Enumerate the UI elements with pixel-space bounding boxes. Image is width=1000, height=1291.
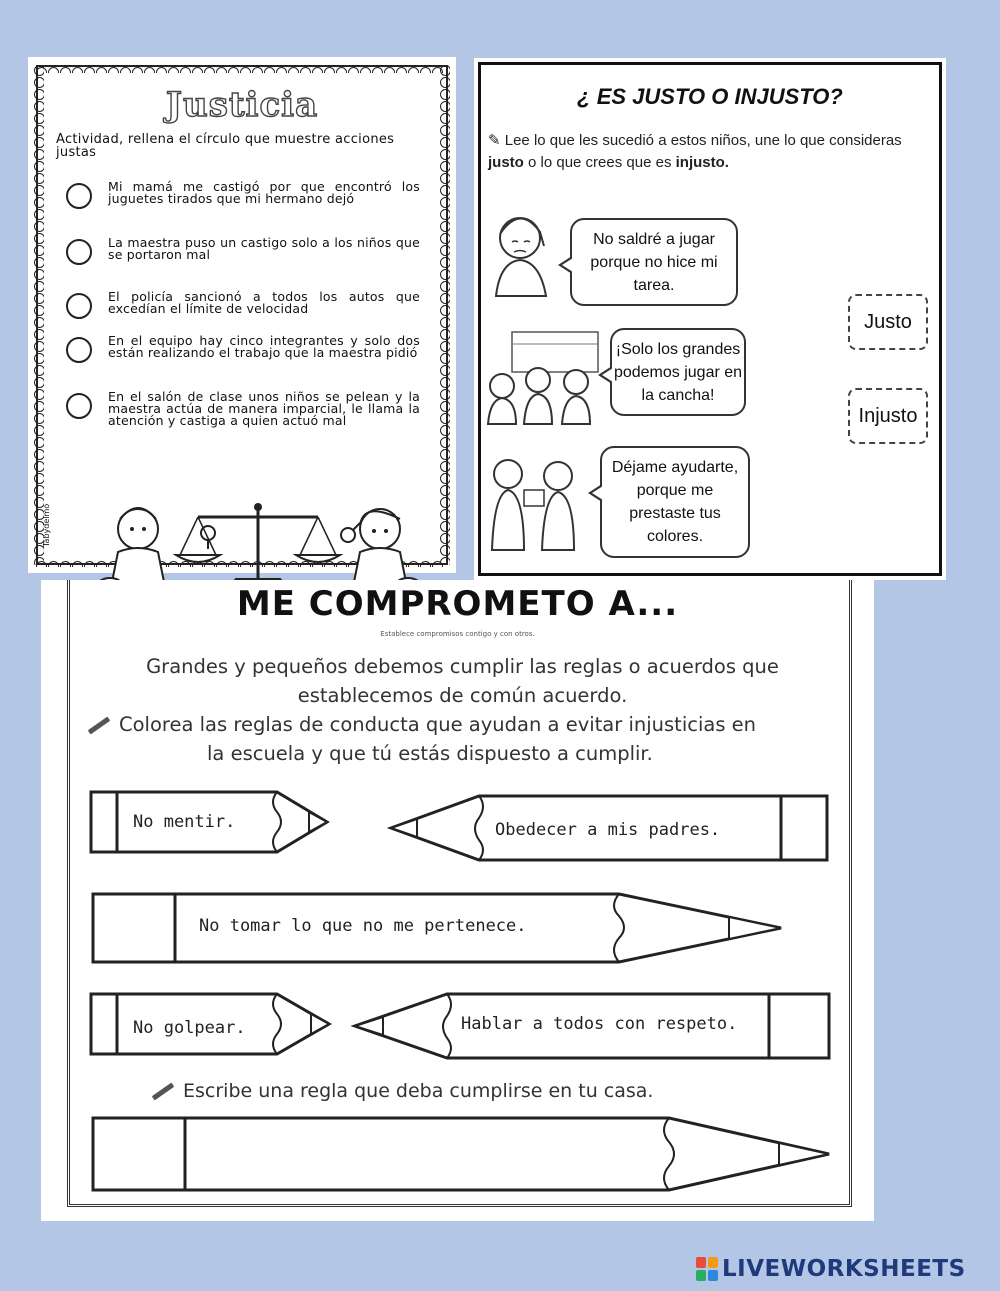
activity-instruction: Actividad, rellena el círculo que muestre acciones justas [56,132,395,160]
rule-label: Obedecer a mis padres. [495,820,721,840]
pencil-icon [152,1083,175,1101]
worksheet-title: ME COMPROMETO A... [236,584,679,624]
write-instruction-text: Escribe una regla que deba cumplirse en tu casa. [183,1080,654,1102]
write-rule-pencil[interactable] [89,1114,833,1194]
logo-square [708,1270,718,1281]
activity-instruction [87,710,844,768]
children-sharing-illustration [484,450,584,554]
pencil-icon [88,717,111,735]
speech-bubble: Déjame ayudarte, porque me prestaste tus colores. [600,446,750,558]
sad-girl-illustration [486,208,558,298]
instruction-text: o lo que crees que es [528,154,672,171]
keyword-justo: justo [488,154,524,171]
speech-bubble: No saldré a jugar porque no hice mi tarea. [570,218,738,306]
author-credit: Tabydelmo [42,503,51,547]
logo-square [708,1257,718,1268]
rule-label: Hablar a todos con respeto. [461,1014,738,1034]
rule-pencil-4[interactable] [87,990,333,1058]
option-4 [66,335,446,363]
logo-mark-icon [696,1257,718,1281]
keyword-injusto: injusto. [675,154,729,171]
pencil-shape [89,1114,833,1194]
option-1 [66,181,446,209]
rule-pencil-1[interactable] [87,788,332,856]
answer-circle[interactable] [66,337,92,363]
rule-pencil-3[interactable] [89,890,785,966]
rule-label: No golpear. [133,1018,246,1038]
logo-square [696,1257,706,1268]
justo-injusto-worksheet [474,58,946,580]
option-text: El policía sancionó a todos los autos que excedían el límite de velocidad [108,289,420,316]
worksheet-subtitle: Establece compromisos contigo y con otros. [380,630,535,638]
option-2 [66,237,446,265]
option-3 [66,291,446,319]
justicia-worksheet [28,57,456,573]
worksheet-title: ¿ ES JUSTO O INJUSTO? [577,84,843,109]
answer-circle[interactable] [66,393,92,419]
rule-pencil-2[interactable] [387,792,831,864]
answer-circle[interactable] [66,239,92,265]
answer-justo[interactable]: Justo [848,294,928,350]
option-text: En el equipo hay cinco integrantes y solo dos están realizando el trabajo que la maestra pidió [108,333,420,360]
rule-pencil-5[interactable] [351,990,833,1062]
pencil-icon: ✎ [488,132,501,149]
rule-label: No mentir. [133,812,236,832]
instruction-text: Lee lo que les sucedió a estos niños, une lo que consideras [504,132,902,149]
me-comprometo-worksheet [41,580,874,1221]
option-text: Mi mamá me castigó por que encontró los juguetes tirados que mi hermano dejó [108,179,420,206]
option-text: En el salón de clase unos niños se pelean y la maestra actúa de manera imparcial, le llama la atención y castiga a quien actuó mal [108,389,420,428]
activity-instruction [488,130,928,174]
instruction-line: la escuela y que tú estás dispuesto a cumplir. [207,742,653,765]
intro-text: Grandes y pequeños debemos cumplir las reglas o acuerdos que establecemos de común acuerdo. [146,655,779,707]
liveworksheets-logo[interactable] [696,1256,966,1282]
answer-circle[interactable] [66,183,92,209]
rule-label: No tomar lo que no me pertenece. [199,916,527,936]
children-playing-illustration [482,328,602,426]
instruction-line: Colorea las reglas de conducta que ayudan a evitar injusticias en [119,713,757,736]
logo-text: LIVEWORKSHEETS [722,1256,966,1282]
write-instruction [151,1080,653,1102]
option-text: La maestra puso un castigo solo a los niños que se portaron mal [108,235,420,262]
speech-bubble: ¡Solo los grandes podemos jugar en la cancha! [610,328,746,416]
option-5 [66,391,446,427]
logo-square [696,1270,706,1281]
answer-circle[interactable] [66,293,92,319]
worksheet-title: Justicia [165,85,319,125]
answer-injusto[interactable]: Injusto [848,388,928,444]
